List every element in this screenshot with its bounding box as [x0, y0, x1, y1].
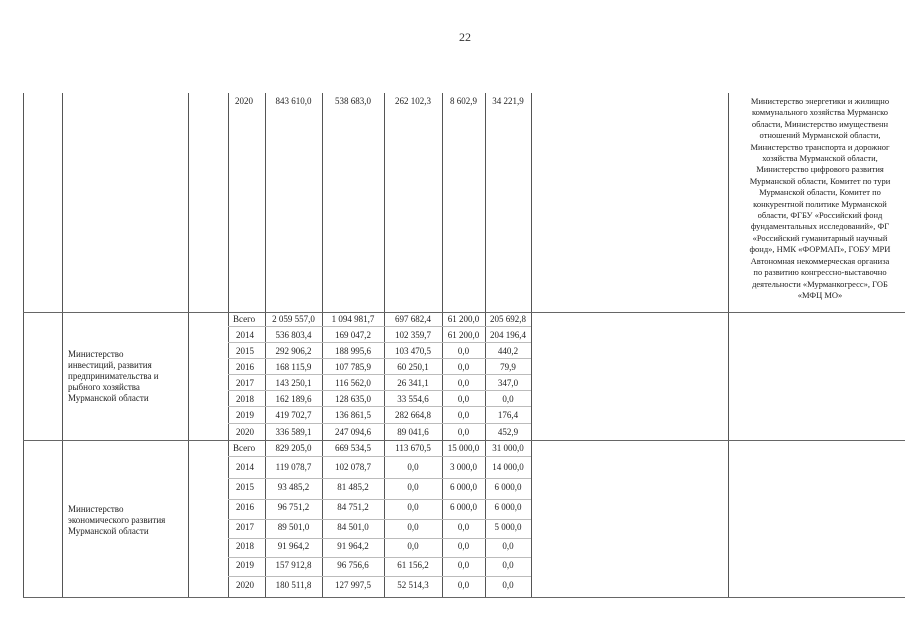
- value-cell: 5 000,0: [494, 522, 522, 532]
- value-cell: 157 912,8: [275, 560, 312, 570]
- value-cell: 89 501,0: [277, 522, 310, 532]
- grid-vline: [228, 93, 229, 597]
- participants-line: отношений Мурманской области,: [759, 130, 881, 141]
- value-cell: 0,0: [407, 462, 419, 472]
- value-cell: 31 000,0: [492, 443, 524, 453]
- value-cell: 0,0: [457, 427, 470, 437]
- year-cell: 2015: [236, 482, 254, 492]
- value-cell: 89 041,6: [397, 427, 429, 437]
- value-cell: 0,0: [457, 378, 470, 388]
- value-cell: 6 000,0: [450, 502, 477, 512]
- ministry-line: предпринимательства и: [68, 371, 159, 381]
- value-cell: 205 692,8: [490, 314, 526, 324]
- ministry-line: Мурманской области: [68, 393, 149, 403]
- year-cell: Всего: [233, 314, 256, 324]
- value-cell: 843 610,0: [275, 96, 312, 106]
- participants-line: Министерство цифрового развития: [756, 164, 884, 175]
- year-cell: 2018: [236, 541, 254, 551]
- value-cell: 81 485,2: [337, 482, 369, 492]
- value-cell: 292 906,2: [275, 346, 312, 356]
- value-cell: 103 470,5: [395, 346, 431, 356]
- year-cell: Всего: [233, 443, 256, 453]
- value-cell: 669 534,5: [335, 443, 371, 453]
- year-cell: 2017: [236, 378, 254, 388]
- grid-row-line: [228, 456, 531, 457]
- value-cell: 168 115,9: [275, 362, 312, 372]
- value-cell: 0,0: [502, 580, 514, 590]
- value-cell: 119 078,7: [275, 462, 312, 472]
- page-number: 22: [459, 30, 471, 44]
- value-cell: 162 189,6: [275, 394, 312, 404]
- value-cell: 127 997,5: [335, 580, 371, 590]
- year-cell: 2016: [236, 362, 254, 372]
- participants-line: хозяйства Мурманской области,: [762, 153, 878, 164]
- value-cell: 113 670,5: [395, 443, 431, 453]
- participants-line: «Российский гуманитарный научный: [752, 232, 888, 243]
- participants-list: [730, 96, 905, 301]
- participants-line: Автономная некоммерческая организа: [750, 255, 890, 266]
- value-cell: 347,0: [497, 378, 519, 388]
- value-cell: 262 102,3: [395, 96, 431, 106]
- participants-line: фундаментальных исследований», ФГ: [750, 221, 890, 232]
- value-cell: 84 751,2: [337, 502, 369, 512]
- value-cell: 61 156,2: [397, 560, 429, 570]
- participants-line: Министерство транспорта и дорожног: [750, 141, 890, 152]
- year-cell: 2020: [235, 96, 253, 106]
- value-cell: 102 359,7: [395, 330, 431, 340]
- value-cell: 0,0: [502, 394, 514, 404]
- value-cell: 107 785,9: [335, 362, 371, 372]
- grid-row-line: [228, 538, 531, 539]
- value-cell: 91 964,2: [337, 541, 369, 551]
- grid-vline: [62, 93, 63, 597]
- value-cell: 0,0: [457, 410, 470, 420]
- grid-row-line: [228, 478, 531, 479]
- value-cell: 829 205,0: [275, 443, 312, 453]
- ministry-label-block2: [68, 504, 186, 537]
- ministry-line: Министерство: [68, 349, 124, 359]
- value-cell: 3 000,0: [450, 462, 477, 472]
- value-cell: 79,9: [500, 362, 516, 372]
- value-cell: 143 250,1: [275, 378, 312, 388]
- year-cell: 2020: [236, 427, 254, 437]
- value-cell: 8 602,9: [450, 96, 477, 106]
- value-cell: 128 635,0: [335, 394, 371, 404]
- value-cell: 0,0: [457, 522, 470, 532]
- ministry-label-block1: [68, 349, 186, 404]
- value-cell: 247 094,6: [335, 427, 371, 437]
- grid-row-line: [228, 423, 531, 424]
- year-cell: 2014: [236, 462, 254, 472]
- value-cell: 0,0: [457, 346, 470, 356]
- ministry-line: экономического развития: [68, 515, 166, 525]
- value-cell: 180 511,8: [275, 580, 312, 590]
- value-cell: 0,0: [502, 560, 514, 570]
- participants-line: конкурентной политике Мурманской: [753, 198, 887, 209]
- value-cell: 61 200,0: [447, 330, 480, 340]
- value-cell: 96 756,6: [337, 560, 369, 570]
- grid-row-line: [228, 374, 531, 375]
- grid-row-line: [228, 358, 531, 359]
- grid-vline: [728, 93, 729, 597]
- value-cell: 0,0: [407, 522, 419, 532]
- value-cell: 0,0: [457, 362, 470, 372]
- year-cell: 2020: [236, 580, 254, 590]
- value-cell: 14 000,0: [492, 462, 524, 472]
- participants-line: области, Министерство имущественн: [751, 118, 889, 129]
- value-cell: 0,0: [407, 541, 419, 551]
- value-cell: 440,2: [497, 346, 519, 356]
- year-cell: 2019: [236, 410, 254, 420]
- participants-line: деятельности «Мурманкогресс», ГОБ: [752, 278, 888, 289]
- participants-line: коммунального хозяйства Мурманско: [751, 107, 889, 118]
- grid-row-line: [228, 557, 531, 558]
- value-cell: 6 000,0: [494, 502, 522, 512]
- value-cell: 93 485,2: [277, 482, 310, 492]
- year-cell: 2014: [236, 330, 254, 340]
- value-cell: 34 221,9: [492, 96, 524, 106]
- value-cell: 0,0: [407, 482, 419, 492]
- grid-vline: [23, 93, 24, 597]
- value-cell: 60 250,1: [397, 362, 429, 372]
- grid-vline: [188, 93, 189, 597]
- value-cell: 96 751,2: [277, 502, 310, 512]
- value-cell: 0,0: [457, 580, 470, 590]
- participants-line: фонд», НМК «ФОРМАП», ГОБУ МРИ: [749, 244, 891, 255]
- value-cell: 0,0: [407, 502, 419, 512]
- grid-row-line: [228, 499, 531, 500]
- grid-row-line: [228, 406, 531, 407]
- value-cell: 2 059 557,0: [272, 314, 315, 324]
- value-cell: 1 094 981,7: [331, 314, 375, 324]
- value-cell: 538 683,0: [335, 96, 371, 106]
- participants-line: Министерство энергетики и жилищно: [750, 96, 890, 106]
- year-cell: 2015: [236, 346, 254, 356]
- value-cell: 188 995,6: [335, 346, 371, 356]
- year-cell: 2019: [236, 560, 254, 570]
- value-cell: 419 702,7: [275, 410, 312, 420]
- value-cell: 176,4: [497, 410, 519, 420]
- grid-hline: [23, 440, 905, 441]
- value-cell: 61 200,0: [447, 314, 480, 324]
- value-cell: 0,0: [502, 541, 514, 551]
- grid-row-line: [228, 576, 531, 577]
- value-cell: 6 000,0: [450, 482, 477, 492]
- value-cell: 52 514,3: [397, 580, 429, 590]
- grid-row-line: [228, 326, 531, 327]
- value-cell: 0,0: [457, 394, 470, 404]
- value-cell: 282 664,8: [395, 410, 431, 420]
- grid-vline: [531, 93, 532, 597]
- value-cell: 6 000,0: [494, 482, 522, 492]
- value-cell: 536 803,4: [275, 330, 312, 340]
- grid-hline: [23, 597, 905, 598]
- ministry-line: Мурманской области: [68, 526, 149, 536]
- ministry-line: инвестиций, развития: [68, 360, 152, 370]
- value-cell: 116 562,0: [335, 378, 371, 388]
- grid-row-line: [228, 519, 531, 520]
- participants-line: области, ФГБУ «Российский фонд: [757, 210, 883, 221]
- value-cell: 204 196,4: [490, 330, 526, 340]
- value-cell: 136 861,5: [335, 410, 371, 420]
- value-cell: 452,9: [497, 427, 519, 437]
- participants-line: Мурманской области, Комитет по тури: [749, 175, 891, 186]
- ministry-line: рыбного хозяйства: [68, 382, 140, 392]
- value-cell: 697 682,4: [395, 314, 431, 324]
- value-cell: 33 554,6: [397, 394, 429, 404]
- participants-line: по развитию конгрессно-выставочно: [753, 267, 887, 278]
- year-cell: 2016: [236, 502, 254, 512]
- value-cell: 336 589,1: [275, 427, 312, 437]
- value-cell: 26 341,1: [397, 378, 429, 388]
- value-cell: 0,0: [457, 541, 470, 551]
- value-cell: 169 047,2: [335, 330, 371, 340]
- value-cell: 84 501,0: [337, 522, 369, 532]
- value-cell: 102 078,7: [335, 462, 371, 472]
- grid-row-line: [228, 390, 531, 391]
- grid-row-line: [228, 342, 531, 343]
- year-cell: 2017: [236, 522, 254, 532]
- value-cell: 91 964,2: [277, 541, 310, 551]
- value-cell: 0,0: [457, 560, 470, 570]
- value-cell: 15 000,0: [447, 443, 480, 453]
- ministry-line: Министерство: [68, 504, 124, 514]
- year-cell: 2018: [236, 394, 254, 404]
- grid-hline: [23, 312, 905, 313]
- participants-line: «МФЦ МО»: [797, 289, 843, 300]
- participants-line: Мурманской области, Комитет по: [759, 187, 881, 198]
